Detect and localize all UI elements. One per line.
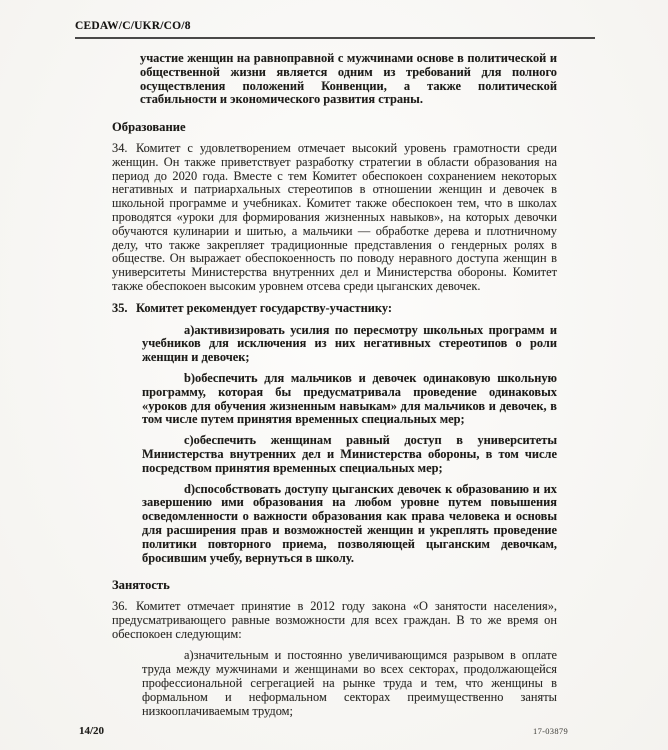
section-heading-employment: Занятость: [112, 578, 170, 593]
header-rule: [75, 37, 595, 39]
item-letter: b): [184, 370, 196, 385]
paragraph-number: 34.: [112, 140, 128, 155]
paragraph-text: Комитет с удовлетворением отмечает высокий уровень грамотности среди женщин. Он также приветствует разработку стратегии в области образования на период до 2020 года. Вместе с тем Комитет обеспокоен сохранением некоторых негативных и патриархальных стереотипов в отношении женщин и девочек в школьной программе и учебниках. Комитет также обеспокоен тем, что в школах проводятся «уроки для формирования жизненных навыков», на которых девочки обучаются кулинарии и шитью, а мальчики — обработке дерева и плотничному делу, что также закрепляет традиционные представления о гендерных ролях в обществе. Он выражает обеспокоенность по поводу неравного доступа женщин в университеты Министерства внутренних дел и Министерства обороны. Комитет также обеспокоен высоким уровнем отсева среди цыганских девочек.: [112, 140, 557, 293]
job-number: 17-03879: [533, 726, 568, 736]
item-letter: d): [184, 481, 196, 496]
item-text: способствовать доступу цыганских девочек к образованию и их завершению ими образования на любом уровне путем повышения осведомленности о важности образования как права человека и основы для расширения прав и возможностей женщин и укреплять проведение политики повторного приема, позволяющей цыганским девочкам, бросившим учебу, вернуться в школу.: [142, 481, 557, 565]
list-item-36a: [142, 649, 557, 718]
item-text: обеспечить для мальчиков и девочек одинаковую школьную программу, которая бы предусматривала проведение одинаковых «уроков для обучения жизненным навыкам» для мальчиков и девочек, в том числе путем принятия временных специальных мер;: [142, 370, 557, 427]
item-text: активизировать усилия по пересмотру школьных программ и учебников для исключения из них негативных стереотипов о роли женщин и девочек;: [142, 322, 557, 365]
page-header: [75, 20, 595, 39]
document-symbol: CEDAW/C/UKR/CO/8: [75, 20, 191, 32]
paragraph-34: [112, 142, 557, 294]
paragraph-text: Комитет отмечает принятие в 2012 году закона «О занятости населения», предусматривающего равные возможности для всех граждан. В то же время он обеспокоен следующим:: [112, 599, 557, 641]
paragraph-35: [112, 302, 557, 316]
list-item-35b: [142, 372, 557, 427]
list-item-35d: [142, 483, 557, 566]
paragraph-36: [112, 600, 557, 641]
paragraph-text: Комитет рекомендует государству-участнику:: [136, 300, 393, 315]
page-number: 14/20: [79, 725, 105, 737]
section-heading-education: Образование: [112, 120, 186, 135]
item-letter: c): [184, 433, 194, 448]
page-footer: [79, 725, 568, 737]
item-letter: a): [184, 648, 194, 663]
document-body: [112, 52, 557, 718]
item-text: значительным и постоянно увеличивающимся разрывом в оплате труда между мужчинами и женщинами во всех секторах, продолжающейся профессиональной сегрегацией на рынке труда и тем, что женщины в формальном и неформальном секторах преимущественно заняты низкооплачиваемым трудом;: [142, 648, 557, 718]
continuation-paragraph: участие женщин на равноправной с мужчинами основе в политической и общественной жизни является одним из требований для полного осуществления положений Конвенции, а также политической стабильности и экономического развития страны.: [140, 51, 557, 107]
item-text: обеспечить женщинам равный доступ в университеты Министерства внутренних дел и Министерства обороны, в том числе посредством принятия временных специальных мер;: [142, 433, 557, 475]
list-item-35c: [142, 434, 557, 475]
list-item-35a: [142, 324, 557, 365]
paragraph-number: 35.: [112, 300, 128, 315]
item-letter: a): [184, 322, 195, 337]
paragraph-number: 36.: [112, 599, 128, 614]
